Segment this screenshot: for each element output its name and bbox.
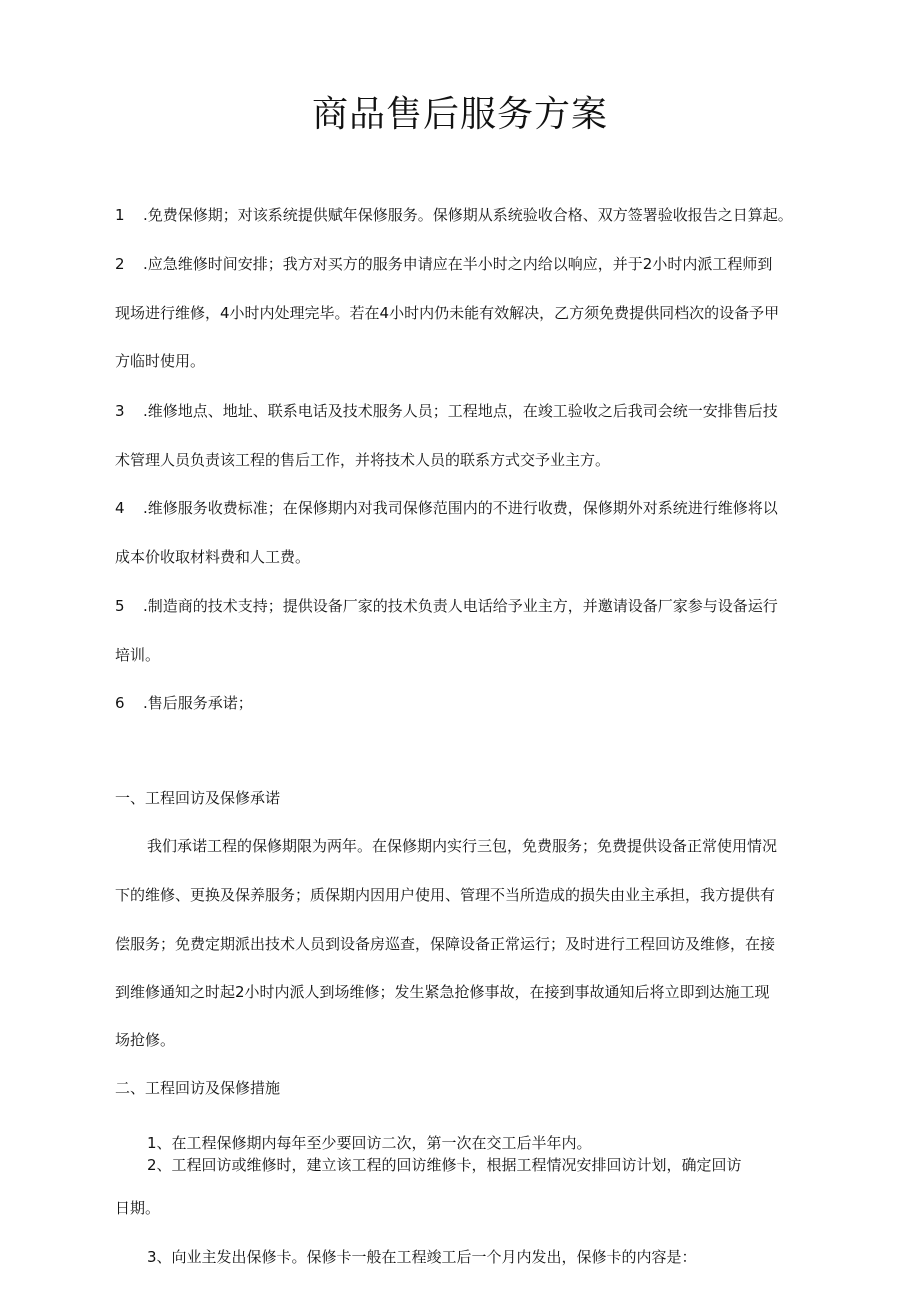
item-continuation: 术管理人员负责该工程的售后工作，并将技术人员的联系方式交予业主方。 [115,451,611,469]
paragraph-line: 日期。 [115,1199,161,1217]
list-item [115,498,778,518]
item-number: 2 [115,255,125,273]
section-heading: 一、工程回访及保修承诺 [115,789,281,807]
item-text: .维修地点、地址、联系电话及技术服务人员；工程地点，在竣工验收之后我司会统一安排售后技 [143,402,778,420]
item-text: .售后服务承诺； [143,694,253,712]
item-number: 3 [115,402,125,420]
item-text: .免费保修期；对该系统提供赋年保修服务。保修期从系统验收合格、双方签署验收报告之日算起。 [143,206,793,224]
paragraph-line: 偿服务；免费定期派出技术人员到设备房巡查，保障设备正常运行；及时进行工程回访及维修，在接 [115,935,776,953]
section-heading: 二、工程回访及保修措施 [115,1079,281,1097]
item-continuation: 培训。 [115,646,161,664]
document-title: 商品售后服务方案 [311,94,608,135]
item-continuation: 成本价收取材料费和人工费。 [115,548,311,566]
item-continuation: 现场进行维修，4小时内处理完毕。若在4小时内仍未能有效解决，乙方须免费提供同档次的设备予甲 [115,304,780,322]
paragraph-line: 2、工程回访或维修时，建立该工程的回访维修卡，根据工程情况安排回访计划，确定回访 [147,1156,742,1174]
paragraph-line: 1、在工程保修期内每年至少要回访二次，第一次在交工后半年内。 [147,1134,592,1152]
paragraph-line: 3、向业主发出保修卡。保修卡一般在工程竣工后一个月内发出，保修卡的内容是： [147,1248,697,1266]
list-item [115,205,793,225]
list-item [115,596,778,616]
paragraph-line: 场抢修。 [115,1031,176,1049]
list-item [115,401,778,421]
item-number: 4 [115,499,125,517]
item-number: 1 [115,206,125,224]
paragraph-line: 到维修通知之时起2小时内派人到场维修；发生紧急抢修事故，在接到事故通知后将立即到达施工现 [115,983,770,1001]
item-text: .制造商的技术支持；提供设备厂家的技术负责人电话给予业主方，并邀请设备厂家参与设备运行 [143,597,778,615]
list-item [115,693,253,713]
paragraph-line: 下的维修、更换及保养服务；质保期内因用户使用、管理不当所造成的损失由业主承担，我方提供有 [115,886,776,904]
item-text: .应急维修时间安排；我方对买方的服务申请应在半小时之内给以响应，并于2小时内派工程师到 [143,255,773,273]
item-continuation: 方临时使用。 [115,352,206,370]
list-item [115,254,772,274]
item-number: 6 [115,694,125,712]
item-text: .维修服务收费标准；在保修期内对我司保修范围内的不进行收费，保修期外对系统进行维修将以 [143,499,778,517]
paragraph-line: 我们承诺工程的保修期限为两年。在保修期内实行三包，免费服务；免费提供设备正常使用情况 [147,837,778,855]
item-number: 5 [115,597,125,615]
